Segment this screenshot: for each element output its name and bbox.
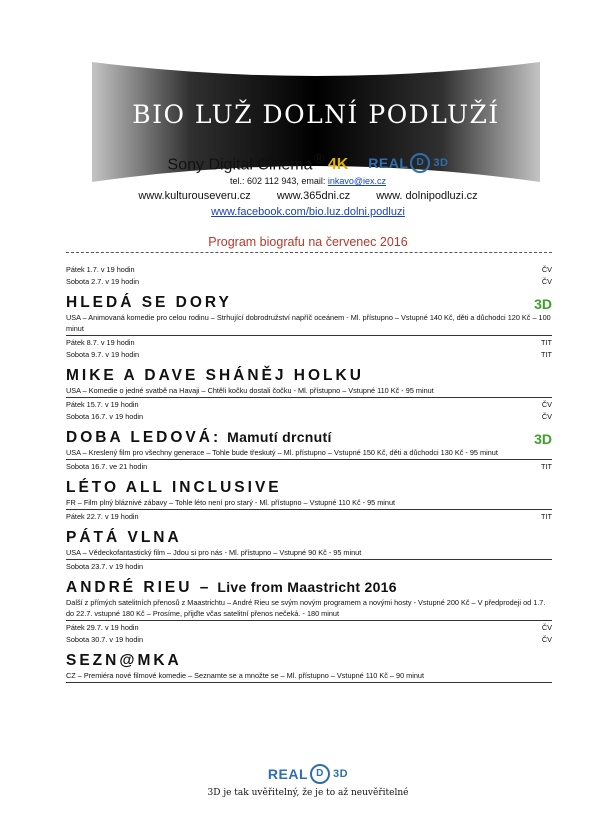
film-title xyxy=(66,479,282,497)
language-version: ČV xyxy=(541,635,552,644)
film-title xyxy=(66,367,364,385)
screening-row xyxy=(66,634,552,646)
screening-row xyxy=(66,511,552,523)
film-description: USA – Komedie o jedné svatbě na Havaji – Chtěli kočku dostali čočku - Ml. přístupno – Vstupné 110 Kč - 95 minut xyxy=(66,385,552,398)
program-entry xyxy=(66,622,552,683)
program-title: Program biografu na červenec 2016 xyxy=(208,235,408,249)
contact-line: tel.: 602 112 943, email: inkavo@iex.cz xyxy=(229,176,387,186)
language-version: ČV xyxy=(541,277,552,286)
screening-date: Sobota 16.7. ve 21 hodin xyxy=(66,462,148,471)
film-description: USA – Animovaná komedie pro celou rodinu – Strhující dobrodružství napříč oceánem - Ml. přístupno – Vstupné 140 Kč, děti a důchodci 120 Kč – 100 minut xyxy=(66,312,552,336)
website-dolnipodluzi: www. dolnipodluzi.cz xyxy=(376,190,478,202)
film-title-main: ANDRÉ RIEU – xyxy=(66,579,212,596)
film-title-main: DOBA LEDOVÁ: xyxy=(66,429,222,446)
language-version: TIT xyxy=(541,350,552,359)
screening-date: Pátek 8.7. v 19 hodin xyxy=(66,338,135,347)
screening-row xyxy=(66,349,552,361)
film-title xyxy=(66,529,182,547)
film-description: CZ – Premiéra nové filmové komedie – Seznamte se a množte se – Ml. přístupno – Vstupné 110 Kč – 90 minut xyxy=(66,670,552,683)
facebook-line xyxy=(0,206,616,218)
screening-date: Sobota 16.7. v 19 hodin xyxy=(66,412,144,421)
email-link[interactable]: inkavo@iex.cz xyxy=(327,176,387,186)
program-entry xyxy=(66,264,552,336)
screening-date: Pátek 22.7. v 19 hodin xyxy=(66,512,139,521)
websites-line xyxy=(0,190,616,202)
program-entry xyxy=(66,337,552,398)
film-title-row xyxy=(66,361,552,385)
film-subtitle: Mamutí drcnutí xyxy=(227,429,332,445)
film-title-main: SEZN@MKA xyxy=(66,652,182,669)
program-entry xyxy=(66,461,552,510)
screening-row xyxy=(66,399,552,411)
facebook-link[interactable]: www.facebook.com/bio.luz.dolni.podluzi xyxy=(211,206,405,218)
film-title-row xyxy=(66,646,552,670)
screening-row xyxy=(66,337,552,349)
film-title-row xyxy=(66,523,552,547)
screening-date: Sobota 23.7. v 19 hodin xyxy=(66,562,144,571)
footer-tagline: 3D je tak uvěřitelný, že je to až neuvěřitelné xyxy=(207,788,409,798)
film-title-row xyxy=(66,423,552,447)
language-version: TIT xyxy=(541,338,552,347)
screening-date: Pátek 29.7. v 19 hodin xyxy=(66,623,139,632)
film-description: Další z přímých satelitních přenosů z Maastrichtu – André Rieu se svým novým programem a novými hosty - Vstupné 200 Kč – V předprodeji od 1.7. do 22.7. vstupné 180 Kč – Prosíme, přijďte včas satelitní přenos nečeká. - 180 minut xyxy=(66,597,552,621)
film-title-row xyxy=(66,573,552,597)
website-kulturouseveru: www.kulturouseveru.cz xyxy=(138,190,251,202)
film-description: FR – Film plný bláznivé zábavy – Tohle léto není pro starý - Ml. přístupno – Vstupné 110 Kč - 95 minut xyxy=(66,497,552,510)
film-title xyxy=(66,429,332,447)
screening-date: Sobota 30.7. v 19 hodin xyxy=(66,635,144,644)
film-title xyxy=(66,652,182,670)
format-3d-badge: 3D xyxy=(534,431,552,447)
film-description: USA – Kreslený film pro všechny generace – Tohle bude třeskutý – Ml. přístupno – Vstupné 150 Kč, děti a důchodci 130 Kč - 95 minut xyxy=(66,447,552,460)
film-title-main: PÁTÁ VLNA xyxy=(66,529,182,546)
cinema-name: BIO LUŽ DOLNÍ PODLUŽÍ xyxy=(132,100,500,129)
footer-reald-logo: REAL D 3D xyxy=(267,766,349,782)
language-version: ČV xyxy=(541,412,552,421)
program-entry xyxy=(66,399,552,460)
film-title xyxy=(66,294,232,312)
brand-line xyxy=(0,152,616,174)
film-title-row xyxy=(66,288,552,312)
program-entry xyxy=(66,561,552,621)
language-version: ČV xyxy=(541,623,552,632)
film-title-main: HLEDÁ SE DORY xyxy=(66,294,232,311)
language-version: ČV xyxy=(541,265,552,274)
film-description: USA – Vědeckofantastický film – Jdou si pro nás - Ml. přístupno – Vstupné 90 Kč - 95 minut xyxy=(66,547,552,560)
screening-date: Pátek 1.7. v 19 hodin xyxy=(66,265,135,274)
screening-date: Pátek 15.7. v 19 hodin xyxy=(66,400,139,409)
language-version: TIT xyxy=(541,512,552,521)
language-version: TIT xyxy=(541,462,552,471)
screening-row xyxy=(66,461,552,473)
film-subtitle: Live from Maastricht 2016 xyxy=(217,579,397,595)
program-entry xyxy=(66,511,552,560)
screening-date: Sobota 9.7. v 19 hodin xyxy=(66,350,140,359)
format-3d-badge: 3D xyxy=(534,296,552,312)
sony-digital-cinema-logo: Sony Digital Cinema® 4K xyxy=(167,152,349,174)
screening-row xyxy=(66,264,552,276)
program-listing xyxy=(66,252,552,684)
film-title-main: MIKE A DAVE SHÁNĚJ HOLKU xyxy=(66,367,364,384)
reald-3d-logo: REAL D 3D xyxy=(368,155,449,172)
film-title xyxy=(66,579,397,597)
film-title-main: LÉTO ALL INCLUSIVE xyxy=(66,479,282,496)
screening-row xyxy=(66,561,552,573)
film-title-row xyxy=(66,473,552,497)
screening-row xyxy=(66,622,552,634)
screening-date: Sobota 2.7. v 19 hodin xyxy=(66,277,140,286)
screening-row xyxy=(66,276,552,288)
divider-line xyxy=(66,252,552,253)
website-365dni: www.365dni.cz xyxy=(276,190,351,202)
language-version: ČV xyxy=(541,400,552,409)
screening-row xyxy=(66,411,552,423)
